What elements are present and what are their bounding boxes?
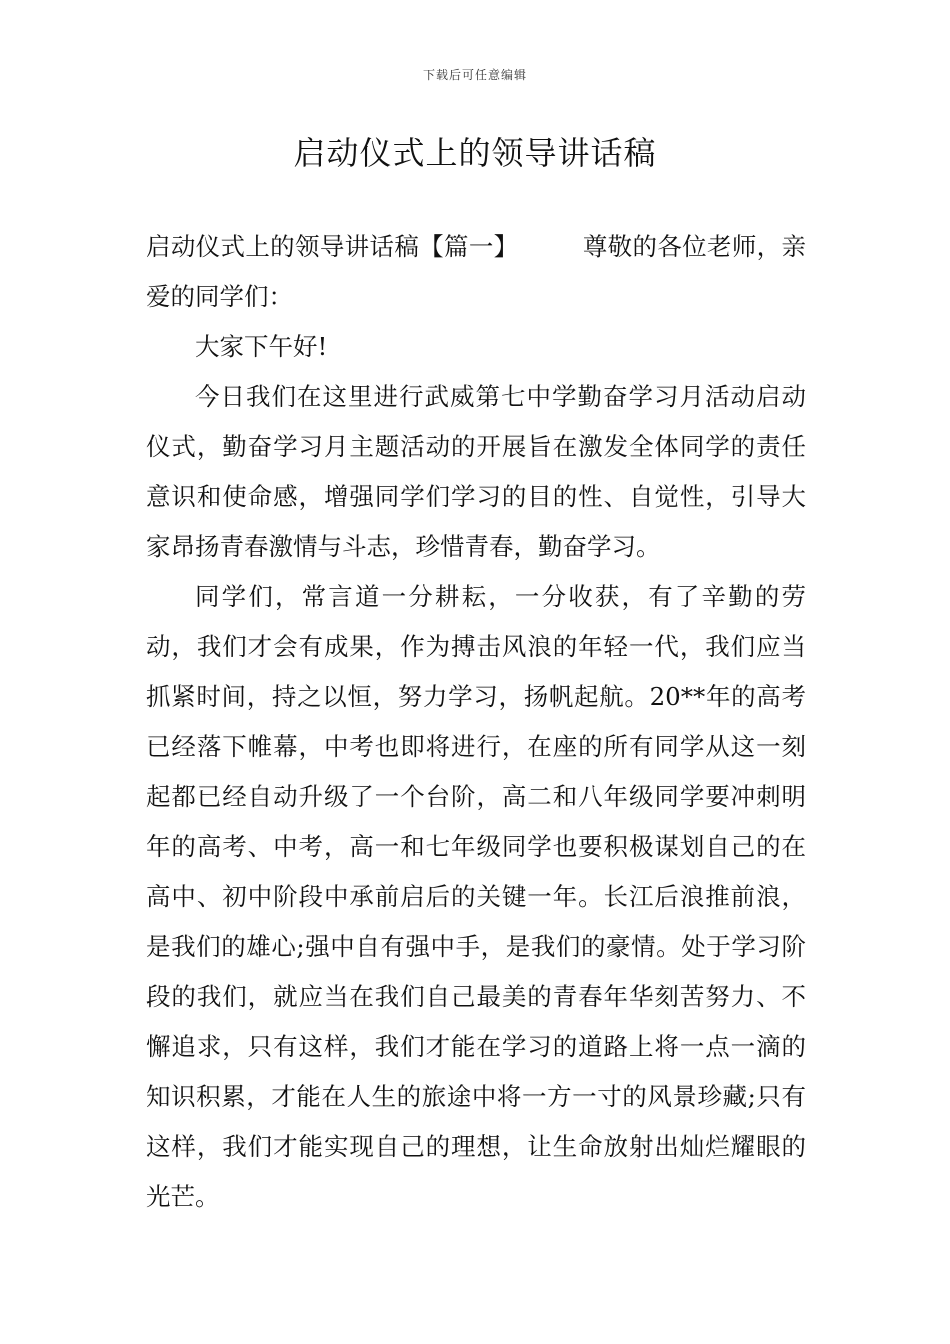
body-paragraph: 同学们，常言道一分耕耘，一分收获，有了辛勤的劳动，我们才会有成果，作为搏击风浪的年轻一代，我们应当抓紧时间，持之以恒，努力学习，扬帆起航。20**年的高考已经落下帷幕，中考也即将进行，在座的所有同学从这一刻起都已经自动升级了一个台阶，高二和八年级同学要冲刺明年的高考、中考，高一和七年级同学也要积极谋划自己的在高中、初中阶段中承前启后的关键一年。长江后浪推前浪，是我们的雄心;强中自有强中手，是我们的豪情。处于学习阶段的我们，就应当在我们自己最美的青春年华刻苦努力、不懈追求，只有这样，我们才能在学习的道路上将一点一滴的知识积累，才能在人生的旅途中将一方一寸的风景珍藏;只有这样，我们才能实现自己的理想，让生命放射出灿烂耀眼的光芒。 <box>146 582 806 1211</box>
salutation: 尊敬的各位老师，亲爱的同学们： <box>146 232 806 311</box>
intro-paragraph <box>146 222 806 322</box>
body-paragraph: 今日我们在这里进行武威第七中学勤奋学习月活动启动仪式，勤奋学习月主题活动的开展旨在激发全体同学的责任意识和使命感，增强同学们学习的目的性、自觉性，引导大家昂扬青春激情与斗志，珍惜青春，勤奋学习。 <box>146 382 806 561</box>
greeting-paragraph: 大家下午好! <box>195 332 328 361</box>
header-note: 下载后可任意编辑 <box>422 68 527 82</box>
part-label: 启动仪式上的领导讲话稿【篇一】 <box>146 232 519 261</box>
document-title: 启动仪式上的领导讲话稿 <box>293 134 657 172</box>
document-body <box>146 222 806 1222</box>
